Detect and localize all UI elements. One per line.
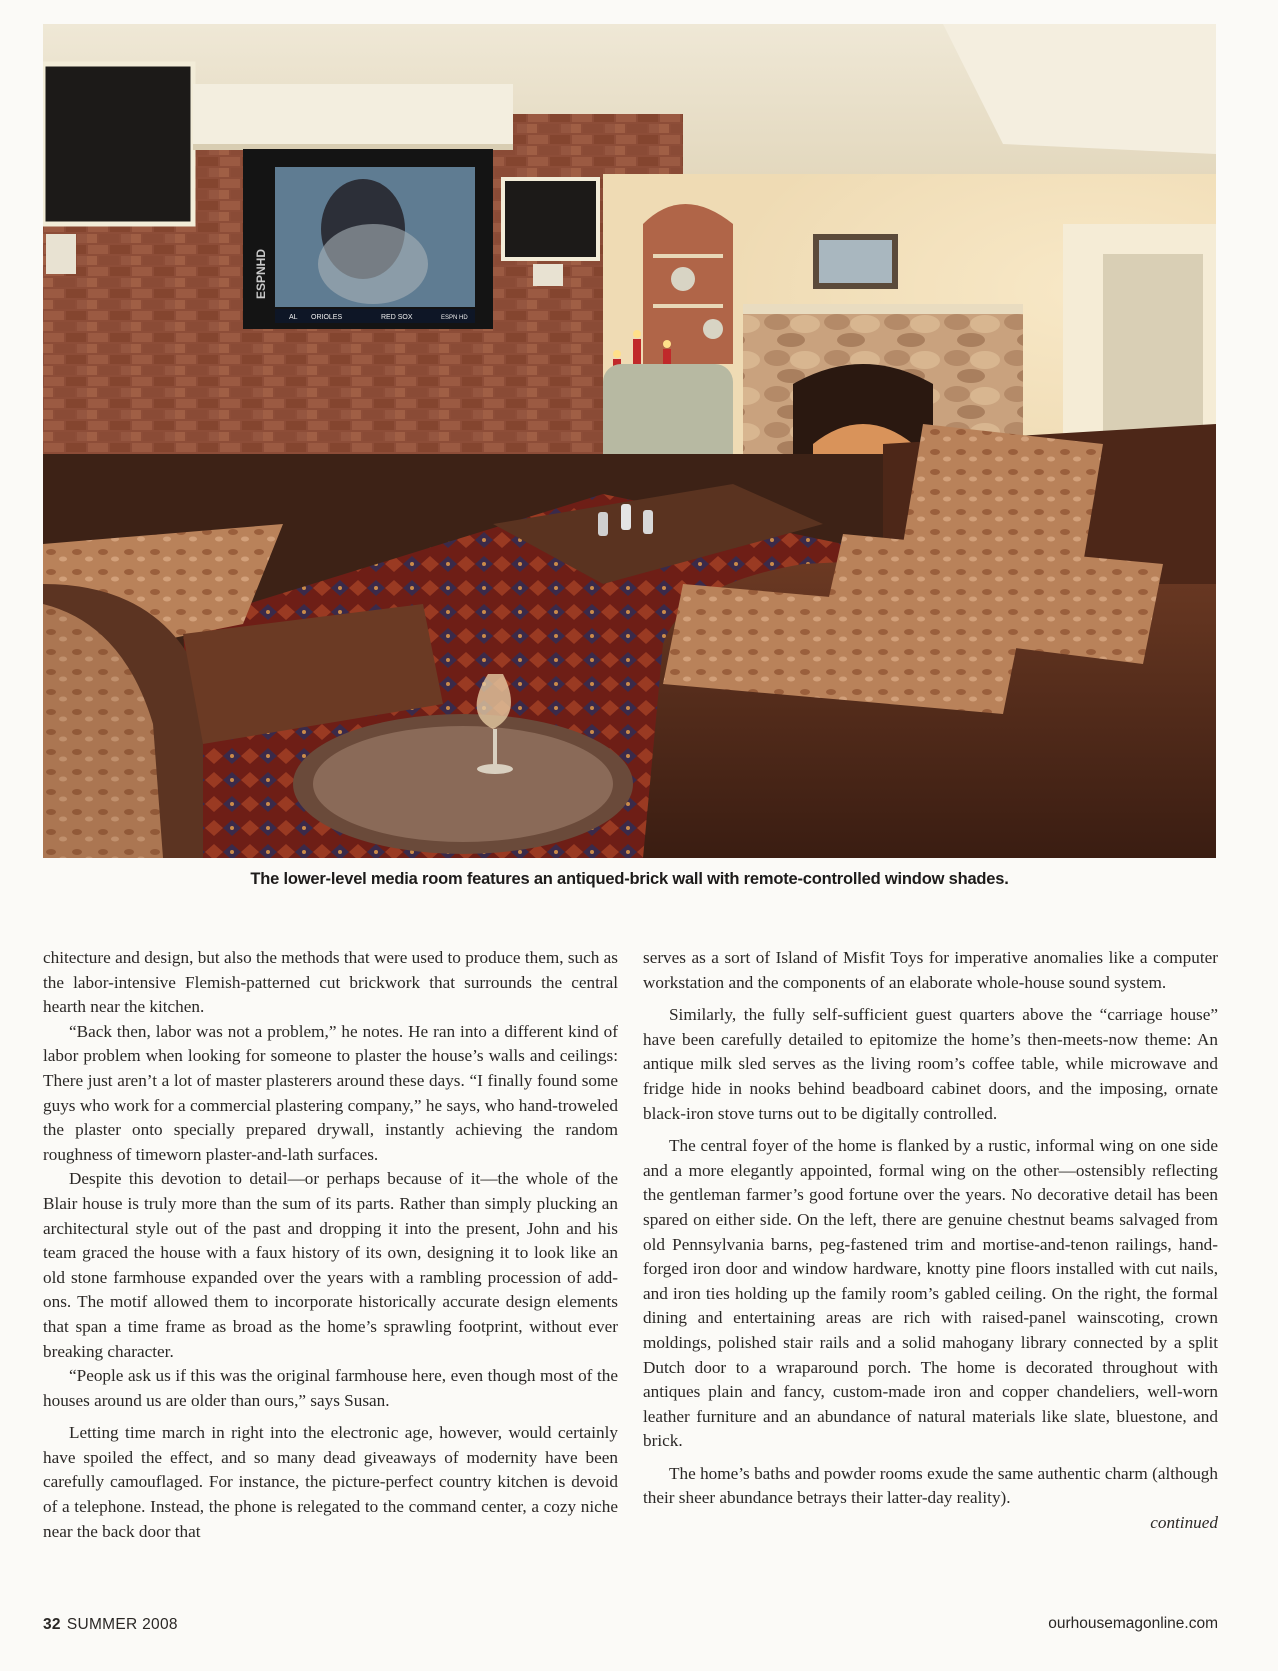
tv-ticker-left: AL <box>289 314 298 321</box>
paragraph: Similarly, the fully self-sufficient guest quarters above the “carriage house” have been carefully detailed to epitomize the home’s then-meets-now theme: An antique milk sled serves as the living room’s coffee table, while microwave and fridge hide in nooks behind beadboard cabinet doors, and the imposing, ornate black-iron stove turns out to be digitally controlled. <box>643 1005 1218 1123</box>
tv-ticker-network: ESPN HD <box>441 315 468 321</box>
paragraph: chitecture and design, but also the methods that were used to produce them, such as the labor-intensive Flemish-patterned cut brickwork that surrounds the central hearth near the kitchen. <box>43 948 618 1017</box>
paragraph: Despite this devotion to detail—or perhaps because of it—the whole of the Blair house is truly more than the sum of its parts. Rather than simply plucking an architectural style out of the past and dropping it into the present, John and his team graced the house with a faux history of its own, designing it to look like an old stone farmhouse expanded over the years with a rambling procession of add-ons. The motif allowed them to incorporate historically accurate design elements that span a time frame as broad as the home’s sprawling footprint, without ever breaking character. <box>43 1169 618 1361</box>
tv-side-logo: ESPNHD <box>254 248 268 299</box>
paragraph: Letting time march in right into the electronic age, however, would certainly have spoiled the effect, and so many dead giveaways of modernity have been carefully camouflaged. For instance, the picture-perfect country kitchen is devoid of a telephone. Instead, the phone is relegated to the command center, a cozy niche near the back door that <box>43 1423 618 1541</box>
tv-ticker-team1: ORIOLES <box>311 314 343 321</box>
paragraph: The home’s baths and powder rooms exude the same authentic charm (although their sheer abundance betrays their latter-day reality). <box>643 1463 1218 1508</box>
paragraph: The central foyer of the home is flanked by a rustic, informal wing on one side and a more elegantly appointed, formal wing on the other—ostensibly reflecting the gentleman farmer’s good fortune over the years. No decorative detail has been spared on either side. On the left, there are genuine chestnut beams salvaged from old Pennsylvania barns, peg-fastened trim and mortise-and-tenon railings, hand-forged iron door and window hardware, knotty pine floors installed with cut nails, and iron ties holding up the family room’s gabled ceiling. On the right, the formal dining and entertaining areas are rich with raised-panel wainscoting, crown moldings, polished stair rails and a solid mahogany library connected by a split Dutch door to a wraparound porch. The home is decorated throughout with antiques plain and fancy, custom-made iron and copper chandeliers, well-worn leather furniture and an abundance of natural materials like slate, bluestone, and brick. <box>643 1136 1218 1451</box>
paragraph: “People ask us if this was the original farmhouse here, even though most of the houses around us are older than ours,” says Susan. <box>43 1366 618 1410</box>
photo-caption: The lower-level media room features an antiqued-brick wall with remote-controlled window shades. <box>250 870 1009 888</box>
continued-label: continued <box>1150 1513 1218 1533</box>
tv-ticker-team2: RED SOX <box>381 314 413 321</box>
paragraph: serves as a sort of Island of Misfit Toys for imperative anomalies like a computer workstation and the components of an elaborate whole-house sound system. <box>643 948 1218 992</box>
issue-label: SUMMER 2008 <box>66 1616 178 1633</box>
media-room-photo <box>43 24 1216 858</box>
article-left-column <box>43 946 618 1544</box>
media-room-illustration <box>43 24 1216 858</box>
article-right-column <box>643 946 1218 1536</box>
paragraph: “Back then, labor was not a problem,” he notes. He ran into a different kind of labor problem when looking for someone to plaster the house’s walls and ceilings: There just aren’t a lot of master plasterers around these days. “I finally found some guys who work for a commercial plastering company,” he says, who hand-troweled the plaster onto specially prepared drywall, instantly achieving the random roughness of timeworn plaster-and-lath surfaces. <box>43 1021 618 1164</box>
website-url: ourhousemagonline.com <box>1048 1615 1218 1632</box>
page-number: 32 <box>43 1616 61 1633</box>
page-folio <box>43 1616 178 1634</box>
